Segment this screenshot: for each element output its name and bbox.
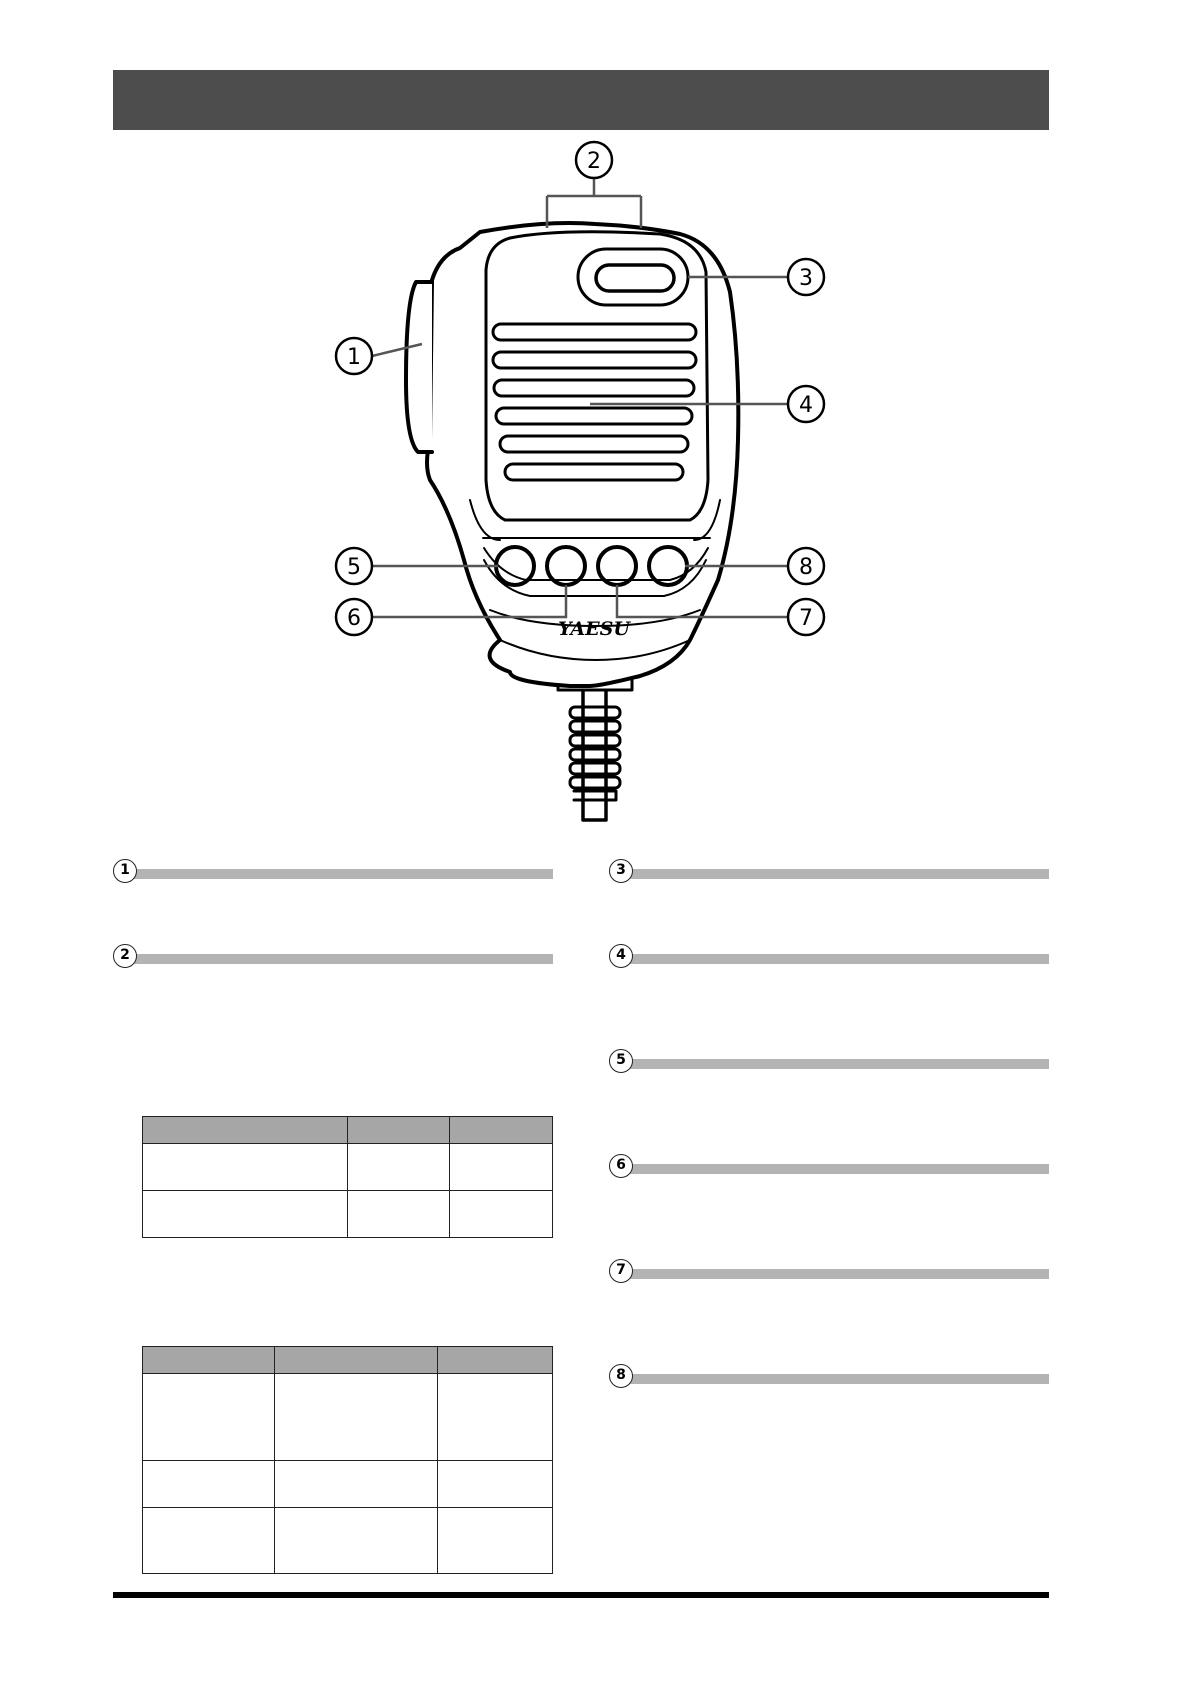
ptt-switch	[406, 282, 432, 452]
table-cell	[274, 1508, 438, 1574]
section-rule	[125, 954, 553, 964]
section-number-badge: 3	[609, 859, 633, 883]
microphone-diagram	[0, 0, 1192, 840]
table-row	[143, 1191, 553, 1238]
table-cell	[143, 1374, 275, 1461]
table-cell	[143, 1508, 275, 1574]
section-rule	[621, 954, 1049, 964]
section-rule	[621, 1059, 1049, 1069]
table-header-cell	[450, 1117, 553, 1144]
section-rule	[621, 1164, 1049, 1174]
table-row	[143, 1508, 553, 1574]
table-header-cell	[143, 1117, 348, 1144]
section-rule	[125, 869, 553, 879]
spec-table-2	[142, 1346, 553, 1574]
table-cell	[348, 1144, 450, 1191]
table-header-row	[143, 1347, 553, 1374]
section-rule	[621, 1374, 1049, 1384]
table-header-cell	[274, 1347, 438, 1374]
table-cell	[274, 1374, 438, 1461]
section-number-badge: 8	[609, 1364, 633, 1388]
table-row	[143, 1461, 553, 1508]
spec-table-1	[142, 1116, 553, 1238]
section-heading-7	[609, 1259, 1049, 1285]
callout-5-label: 5	[347, 555, 361, 580]
section-number-badge: 1	[113, 859, 137, 883]
section-rule	[621, 869, 1049, 879]
section-heading-8	[609, 1364, 1049, 1390]
section-rule	[621, 1269, 1049, 1279]
table-cell	[274, 1461, 438, 1508]
section-heading-6	[609, 1154, 1049, 1180]
section-heading-4	[609, 944, 1049, 970]
table-cell	[438, 1508, 553, 1574]
callout-2-label: 2	[587, 149, 601, 174]
section-number-badge: 7	[609, 1259, 633, 1283]
brand-logo: YAESU	[558, 618, 630, 640]
section-number-badge: 2	[113, 944, 137, 968]
table-cell	[438, 1461, 553, 1508]
table-cell	[348, 1191, 450, 1238]
table-row	[143, 1144, 553, 1191]
section-number-badge: 6	[609, 1154, 633, 1178]
footer-rule	[113, 1592, 1049, 1598]
section-heading-3	[609, 859, 1049, 885]
table-header-cell	[143, 1347, 275, 1374]
table-header-cell	[348, 1117, 450, 1144]
table-cell	[438, 1374, 553, 1461]
table-cell	[143, 1144, 348, 1191]
section-number-badge: 4	[609, 944, 633, 968]
callout-4-label: 4	[799, 393, 813, 418]
section-heading-2	[113, 944, 553, 970]
section-number-badge: 5	[609, 1049, 633, 1073]
callout-8-label: 8	[799, 555, 813, 580]
callout-6-label: 6	[347, 606, 361, 631]
table-cell	[450, 1144, 553, 1191]
table-cell	[143, 1461, 275, 1508]
table-header-row	[143, 1117, 553, 1144]
table-cell	[450, 1191, 553, 1238]
callout-7-label: 7	[799, 606, 813, 631]
section-heading-5	[609, 1049, 1049, 1075]
table-header-cell	[438, 1347, 553, 1374]
section-heading-1	[113, 859, 553, 885]
callout-1-label: 1	[347, 345, 361, 370]
table-cell	[143, 1191, 348, 1238]
callout-3-label: 3	[799, 266, 813, 291]
table-row	[143, 1374, 553, 1461]
microphone-cord	[558, 676, 632, 820]
